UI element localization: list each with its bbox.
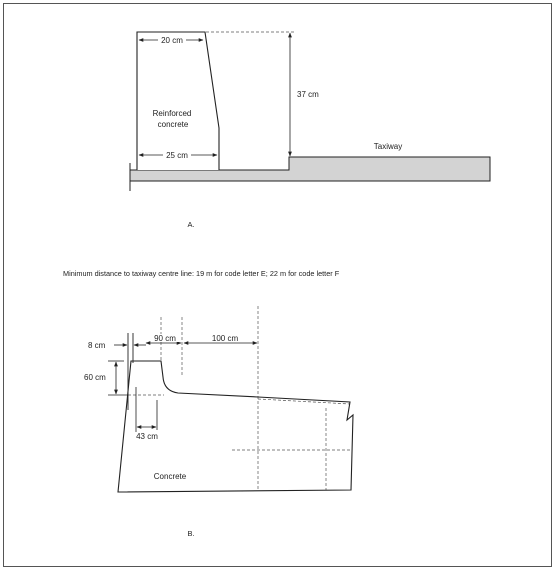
wall-label-line1: Reinforced [152, 109, 192, 118]
dim-8-label: 8 cm [88, 341, 106, 350]
concrete-label: Concrete [153, 472, 187, 481]
figure-a [130, 32, 490, 229]
minimum-distance-note: Minimum distance to taxiway centre line: 19 m for code letter E; 22 m for code letter F [63, 269, 340, 278]
dim-height-label: 37 cm [297, 90, 319, 99]
figure-b-caption: B. [187, 529, 195, 538]
dim-top-width-label: 20 cm [161, 36, 183, 45]
dim-100-label: 100 cm [211, 334, 239, 343]
dim-base-width-label: 25 cm [166, 151, 188, 160]
taxiway-label: Taxiway [373, 142, 403, 151]
dim-60-label: 60 cm [84, 373, 106, 382]
dim-43-label: 43 cm [136, 432, 158, 441]
reinforced-concrete-wall [137, 32, 219, 170]
dim-90-label: 90 cm [154, 334, 176, 343]
wall-label-line2: concrete [157, 120, 189, 129]
figure-b [84, 306, 353, 538]
figure-frame [4, 4, 552, 567]
figure-a-caption: A. [187, 220, 195, 229]
